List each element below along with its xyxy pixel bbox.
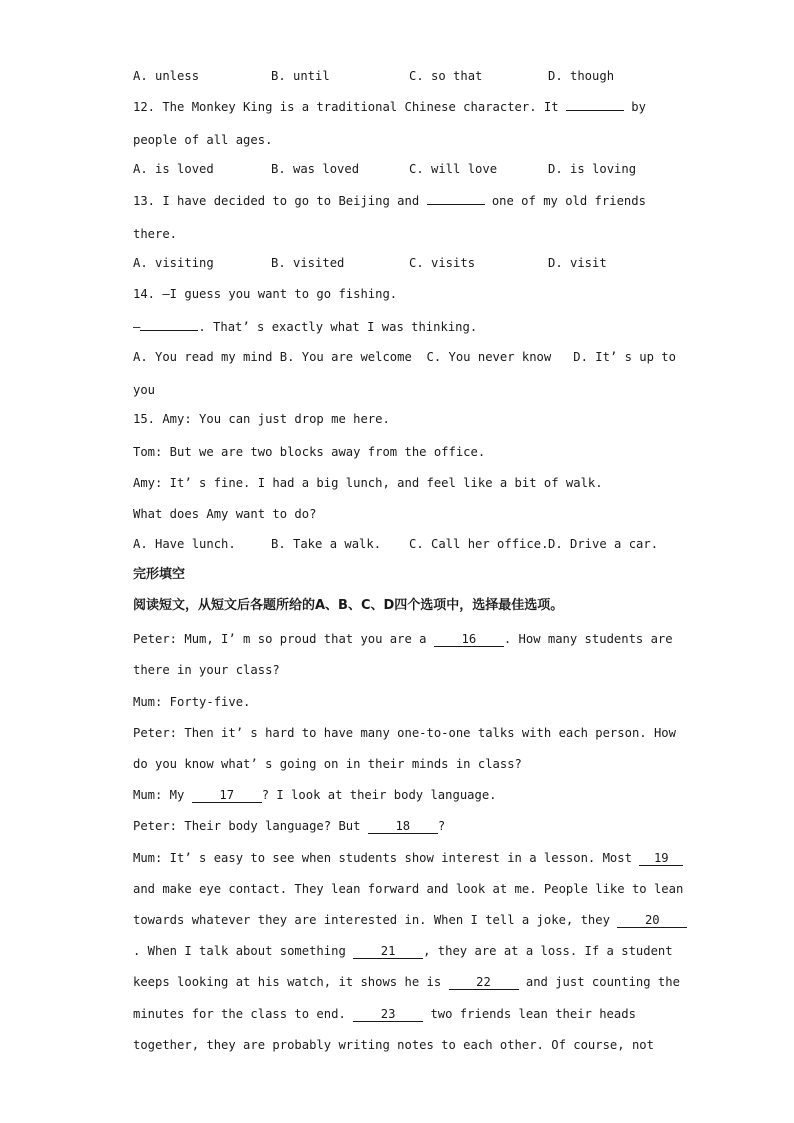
q11-option-c[interactable]: C. so that <box>409 69 483 83</box>
blank-23[interactable]: 23 <box>353 1007 423 1022</box>
q14-blank[interactable] <box>140 330 198 331</box>
section-instruction: 阅读短文，从短文后各题所给的A、B、C、D四个选项中，选择最佳选项。 <box>133 598 564 613</box>
passage-line: Peter: Then it’ s hard to have many one-to-one talks with each person. How <box>133 726 676 740</box>
passage-text: ? I look at their body language. <box>261 788 497 802</box>
q14-options[interactable]: A. You read my mind B. You are welcome C. You never know D. It’ s up to <box>133 350 676 364</box>
q12-option-d[interactable]: D. is loving <box>548 162 637 176</box>
q13-option-a[interactable]: A. visiting <box>133 256 214 270</box>
q15-option-a[interactable]: A. Have lunch. <box>133 537 236 551</box>
section-title: 完形填空 <box>133 567 186 582</box>
passage-line: and make eye contact. They lean forward and look at me. People like to lean <box>133 882 684 896</box>
passage-text: minutes for the class to end. <box>133 1007 354 1021</box>
q13-blank[interactable] <box>427 204 485 205</box>
q12-stem <box>133 99 646 115</box>
passage-line <box>133 787 497 803</box>
q15-line-3: Amy: It’ s fine. I had a big lunch, and feel like a bit of walk. <box>133 476 603 490</box>
passage-line <box>133 912 687 928</box>
passage-line <box>133 1006 636 1022</box>
passage-text: . How many students are <box>503 632 673 646</box>
q12-blank[interactable] <box>566 110 624 111</box>
blank-20[interactable]: 20 <box>617 913 687 928</box>
q12-stem-cont: people of all ages. <box>133 133 273 147</box>
q14-reply <box>133 319 477 335</box>
passage-text: two friends lean their heads <box>423 1007 636 1021</box>
q15-question: What does Amy want to do? <box>133 507 317 521</box>
q15-line-2: Tom: But we are two blocks away from the office. <box>133 445 486 459</box>
blank-19[interactable]: 19 <box>639 851 683 866</box>
q13-stem <box>133 193 646 209</box>
blank-17[interactable]: 17 <box>192 788 262 803</box>
q12-option-b[interactable]: B. was loved <box>271 162 360 176</box>
q13-option-d[interactable]: D. visit <box>548 256 607 270</box>
passage-text: Mum: It’ s easy to see when students show interest in a lesson. Most <box>133 851 640 865</box>
blank-16[interactable]: 16 <box>434 632 504 647</box>
q14-stem: 14. —I guess you want to go fishing. <box>133 287 398 301</box>
blank-22[interactable]: 22 <box>449 975 519 990</box>
passage-text: and just counting the <box>518 975 680 989</box>
q13-option-c[interactable]: C. visits <box>409 256 476 270</box>
q13-stem-a: 13. I have decided to go to Beijing and <box>133 194 427 208</box>
passage-line <box>133 943 673 959</box>
passage-text: Peter: Mum, I’ m so proud that you are a <box>133 632 434 646</box>
q12-stem-a: 12. The Monkey King is a traditional Chinese character. It <box>133 100 566 114</box>
passage-line <box>133 850 683 866</box>
q13-stem-b: one of my old friends <box>484 194 646 208</box>
q15-option-b[interactable]: B. Take a walk. <box>271 537 382 551</box>
blank-21[interactable]: 21 <box>353 944 423 959</box>
passage-line: there in your class? <box>133 663 280 677</box>
q15-line-1: 15. Amy: You can just drop me here. <box>133 412 390 426</box>
q14-dash: — <box>133 320 141 334</box>
passage-text: ? <box>437 819 446 833</box>
passage-text: , they are at a loss. If a student <box>423 944 673 958</box>
passage-text: towards whatever they are interested in. When I tell a joke, they <box>133 913 618 927</box>
passage-line: Mum: Forty-five. <box>133 695 251 709</box>
q13-option-b[interactable]: B. visited <box>271 256 345 270</box>
blank-18[interactable]: 18 <box>368 819 438 834</box>
q11-option-d[interactable]: D. though <box>548 69 615 83</box>
q15-option-c[interactable]: C. Call her office. <box>409 537 549 551</box>
q15-option-d[interactable]: D. Drive a car. <box>548 537 659 551</box>
q12-option-a[interactable]: A. is loved <box>133 162 214 176</box>
passage-line <box>133 974 680 990</box>
passage-text: Mum: My <box>133 788 192 802</box>
q12-stem-b: by <box>623 100 646 114</box>
passage-line <box>133 631 673 647</box>
q12-option-c[interactable]: C. will love <box>409 162 498 176</box>
passage-line: together, they are probably writing notes to each other. Of course, not <box>133 1038 654 1052</box>
passage-text: . When I talk about something <box>133 944 354 958</box>
q13-stem-cont: there. <box>133 227 178 241</box>
q14-reply-text: . That’ s exactly what I was thinking. <box>198 320 478 334</box>
q14-options-cont: you <box>133 383 156 397</box>
passage-line: do you know what’ s going on in their minds in class? <box>133 757 522 771</box>
q11-option-b[interactable]: B. until <box>271 69 330 83</box>
passage-text: keeps looking at his watch, it shows he is <box>133 975 449 989</box>
passage-text: Peter: Their body language? But <box>133 819 368 833</box>
q11-option-a[interactable]: A. unless <box>133 69 200 83</box>
passage-line <box>133 818 445 834</box>
